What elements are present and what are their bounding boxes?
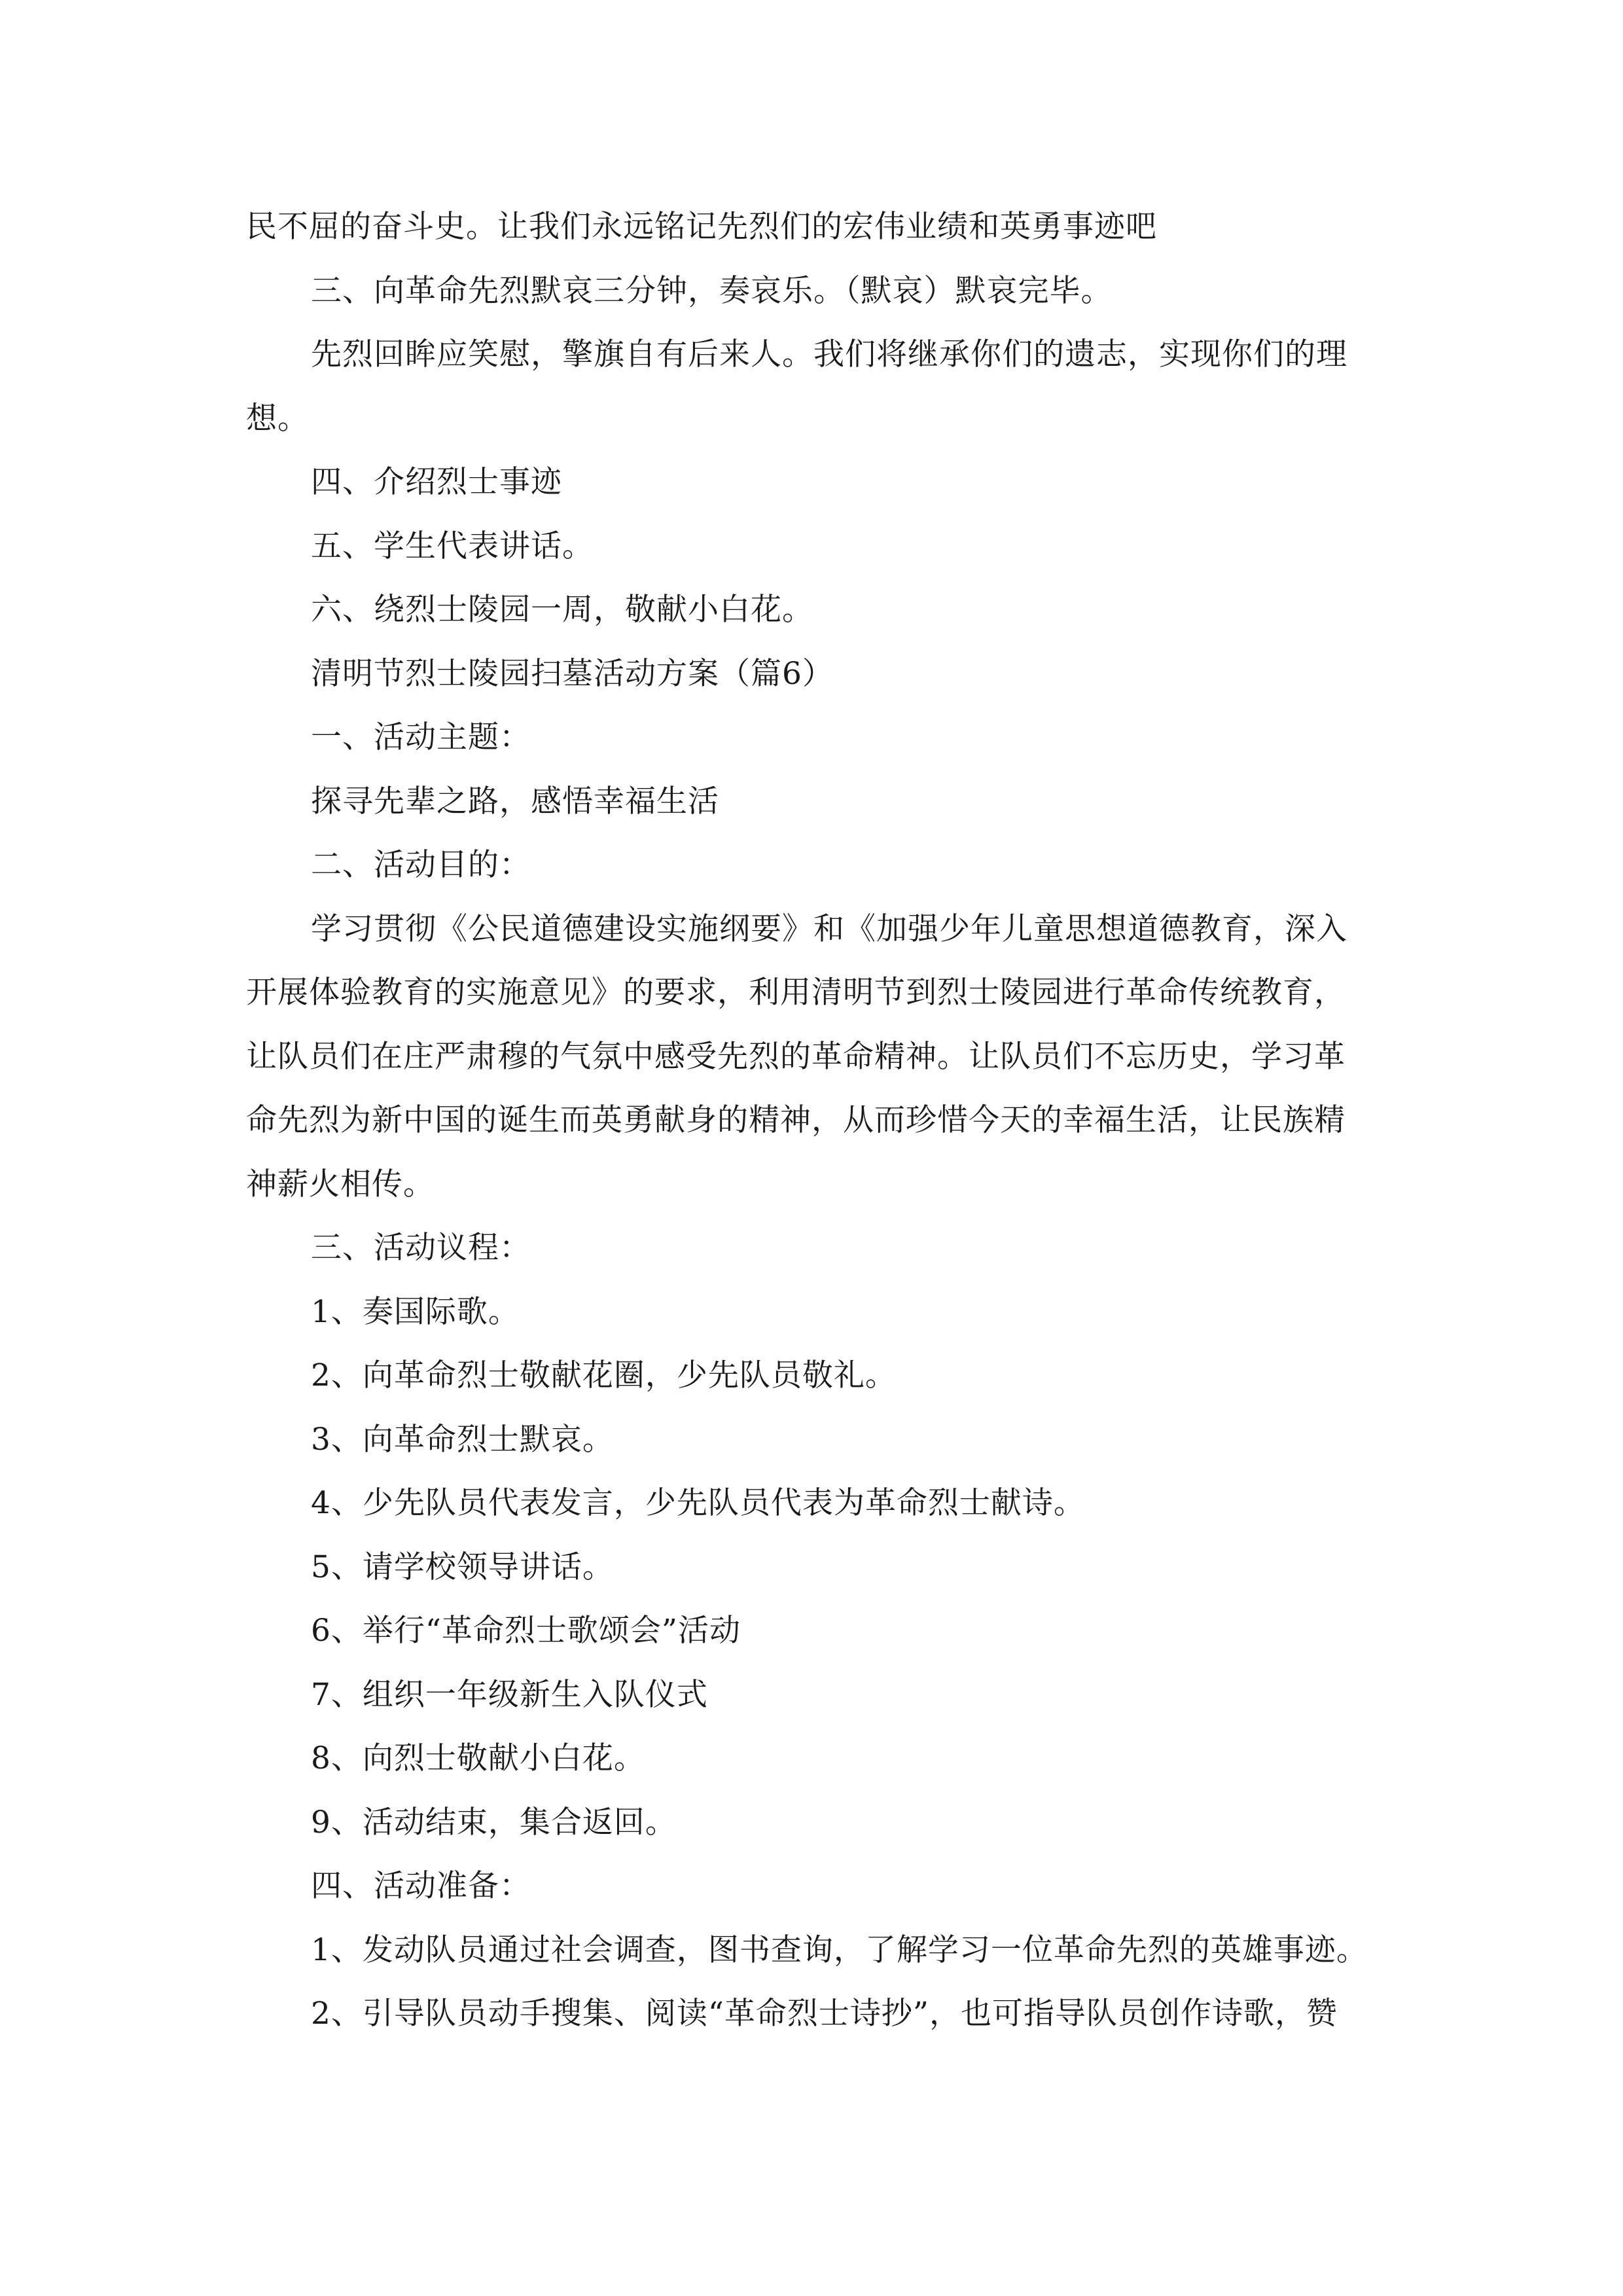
section-heading: 清明节烈士陵园扫墓活动方案（篇6） — [311, 655, 834, 692]
text-line-20: 3、向革命烈士默哀。 — [311, 1421, 614, 1458]
text-line-29: 2、引导队员动手搜集、阅读“革命烈士诗抄”，也可指导队员创作诗歌，赞 — [311, 1996, 1338, 2032]
text-line-26: 9、活动结束，集合返回。 — [311, 1804, 677, 1840]
text-line-3: 先烈回眸应笑慰，擎旗自有后来人。我们将继承你们的遗志，实现你们的理 — [311, 336, 1347, 372]
text-line-4: 想。 — [246, 400, 309, 437]
document-body — [246, 195, 1385, 2046]
text-line-7: 六、绕烈士陵园一周，敬献小白花。 — [311, 592, 813, 628]
text-line-27: 四、活动准备： — [311, 1868, 531, 1904]
text-line-6: 五、学生代表讲话。 — [311, 528, 594, 564]
text-line-1: 民不屈的奋斗史。让我们永远铭记先烈们的宏伟业绩和英勇事迹吧 — [246, 209, 1157, 245]
text-line-18: 1、奏国际歌。 — [311, 1293, 520, 1330]
text-line-2: 三、向革命先烈默哀三分钟，奏哀乐。（默哀）默哀完毕。 — [311, 272, 1113, 309]
text-line-19: 2、向革命烈士敬献花圈，少先队员敬礼。 — [311, 1357, 897, 1393]
text-line-28: 1、发动队员通过社会调查，图书查询，了解学习一位革命先烈的英雄事迹。 — [311, 1931, 1368, 1968]
text-line-21: 4、少先队员代表发言，少先队员代表为革命烈士献诗。 — [311, 1485, 1085, 1521]
text-line-22: 5、请学校领导讲话。 — [311, 1549, 614, 1585]
text-line-9: 一、活动主题： — [311, 719, 531, 755]
text-line-16: 神薪火相传。 — [246, 1166, 435, 1202]
text-line-23: 6、举行“革命烈士歌颂会”活动 — [311, 1613, 741, 1649]
text-line-17: 三、活动议程： — [311, 1230, 531, 1266]
text-line-25: 8、向烈士敬献小白花。 — [311, 1740, 645, 1776]
text-line-15: 命先烈为新中国的诞生而英勇献身的精神，从而珍惜今天的幸福生活，让民族精 — [246, 1102, 1346, 1138]
text-line-12: 学习贯彻《公民道德建设实施纲要》和《加强少年儿童思想道德教育，深入 — [311, 910, 1347, 947]
text-line-10: 探寻先辈之路，感悟幸福生活 — [311, 783, 719, 819]
text-line-13: 开展体验教育的实施意见》的要求，利用清明节到烈士陵园进行革命传统教育， — [246, 975, 1346, 1011]
text-line-24: 7、组织一年级新生入队仪式 — [311, 1676, 708, 1713]
text-line-14: 让队员们在庄严肃穆的气氛中感受先烈的革命精神。让队员们不忘历史，学习革 — [246, 1038, 1346, 1075]
text-line-11: 二、活动目的： — [311, 847, 531, 883]
text-line-5: 四、介绍烈士事迹 — [311, 464, 562, 500]
